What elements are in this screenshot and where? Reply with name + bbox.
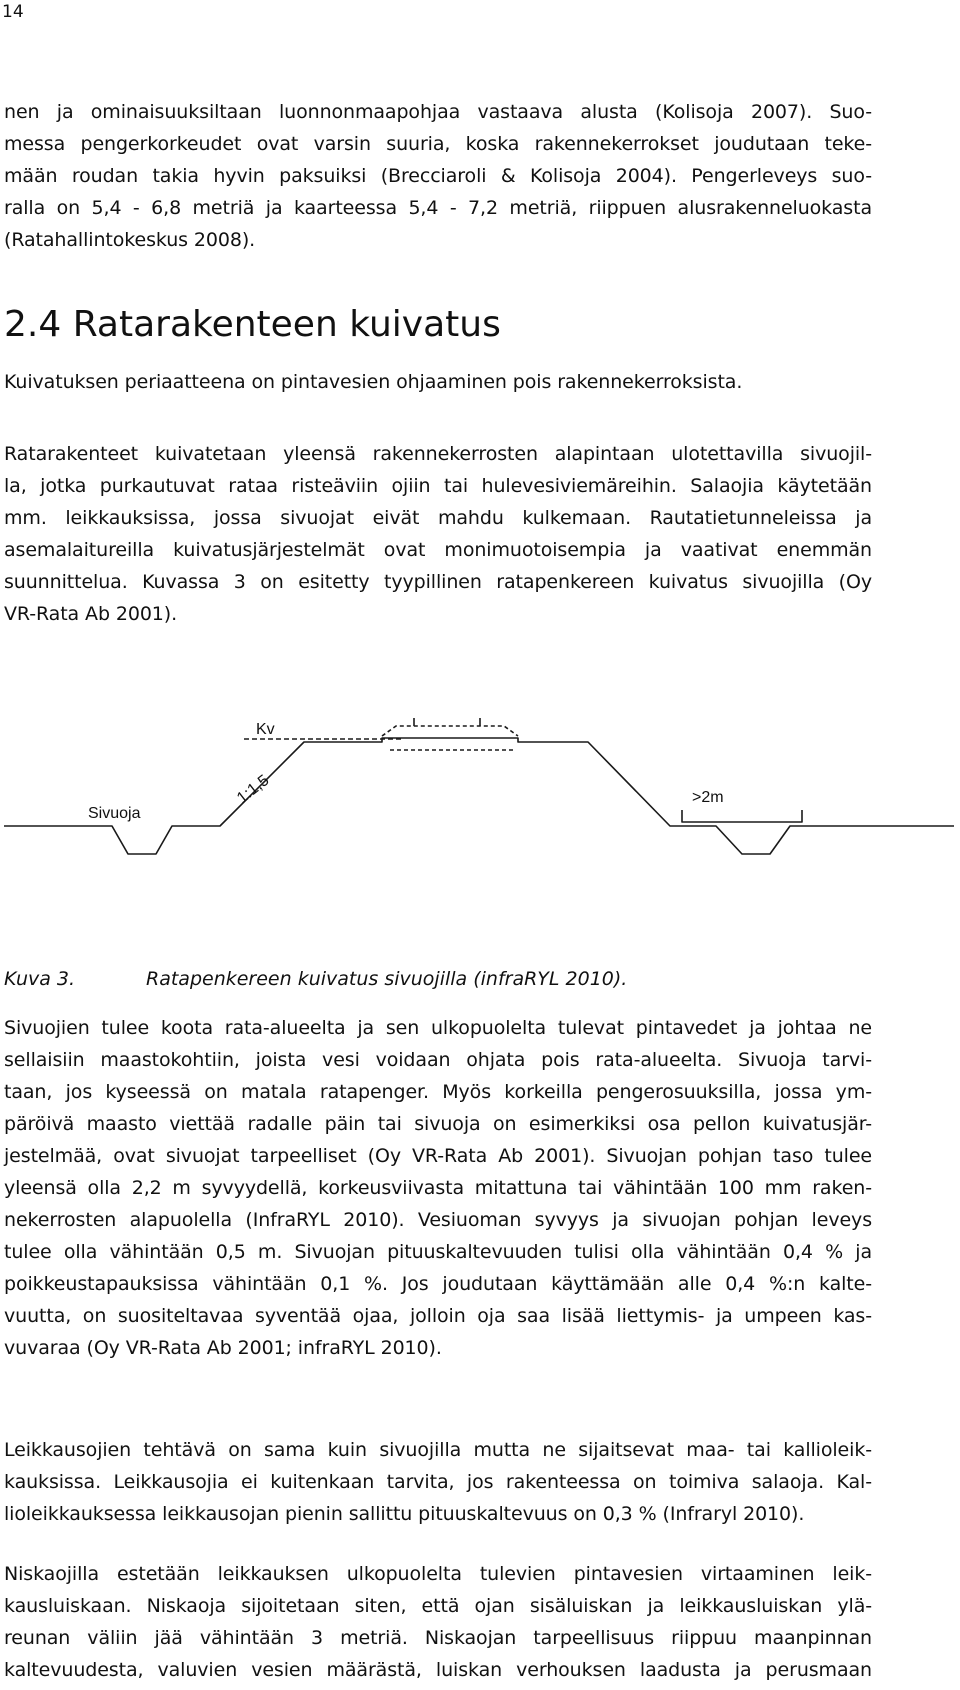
text-line: päröivä maasto viettää radalle päin tai sivuoja on esimerkiksi osa pellon kuivatusjär-: [4, 1113, 872, 1135]
text-line: taan, jos kyseessä on matala ratapenger. Myös korkeilla pengerosuuksilla, jossa ym-: [4, 1081, 872, 1103]
caption-label: Kuva 3.: [4, 968, 76, 990]
slope-label: 1:1,5: [233, 771, 273, 808]
ballast-outline: [382, 726, 518, 736]
text-line: reunan väliin jää vähintään 3 metriä. Niskaojan tarpeellisuus riippuu maanpinnan: [4, 1627, 872, 1649]
text-line: suunnittelua. Kuvassa 3 on esitetty tyypillinen ratapenkereen kuivatus sivuojilla (Oy: [4, 571, 872, 593]
caption-text: Ratapenkereen kuivatus sivuojilla (infraRYL 2010).: [146, 968, 628, 990]
text-line: Sivuojien tulee koota rata-alueelta ja sen ulkopuolelta tulevat pintavedet ja johtaa ne: [4, 1017, 872, 1039]
text-line: asemalaitureilla kuivatusjärjestelmät ovat monimuotoisempia ja vaativat enemmän: [4, 539, 872, 561]
ditch-label: Sivuoja: [88, 805, 141, 822]
text-line: mm. leikkauksissa, jossa sivuojat eivät mahdu kulkemaan. Rautatietunneleissa ja: [4, 507, 872, 529]
paragraph-drainage: [4, 438, 872, 630]
text-line: Leikkausojien tehtävä on sama kuin sivuojilla mutta ne sijaitsevat maa- tai kallioleik-: [4, 1439, 872, 1461]
text-line: poikkeustapauksissa vähintään 0,1 %. Jos joudutaan käyttämään alle 0,4 %:n kalte-: [4, 1273, 872, 1295]
text-line: Niskaojilla estetään leikkauksen ulkopuolelta tulevien pintavesien virtaaminen leik-: [4, 1563, 872, 1585]
text-line: kaltevuudesta, valuvien vesien määrästä, luiskan verhouksen laadusta ja perusmaan: [4, 1659, 872, 1681]
text-line: vuutta, on suositeltavaa syventää ojaa, jolloin oja saa lisää liettymis- ja umpeen kas-: [4, 1305, 872, 1327]
text-line: jestelmää, ovat sivuojat tarpeelliset (Oy VR-Rata Ab 2001). Sivuojan pohjan taso tulee: [4, 1145, 872, 1167]
text-line: Ratarakenteet kuivatetaan yleensä rakennekerrosten alapintaan ulotettavilla sivuojil-: [4, 443, 872, 465]
text-line: nekerrosten alapuolella (InfraRYL 2010). Vesiuoman syvyys ja sivuojan pohjan leveys: [4, 1209, 872, 1231]
text-line: messa pengerkorkeudet ovat varsin suuria, koska rakennekerrokset joudutaan teke-: [4, 133, 872, 155]
text-line: Kuivatuksen periaatteena on pintavesien ohjaaminen pois rakennekerroksista.: [4, 371, 743, 393]
text-line: (Ratahallintokeskus 2008).: [4, 229, 256, 251]
text-line: vuvaraa (Oy VR-Rata Ab 2001; infraRYL 2010).: [4, 1337, 442, 1359]
width-label: >2m: [692, 789, 724, 806]
text-line: kausluiskaan. Niskaoja sijoitetaan siten, että ojan sisäluiskan ja leikkausluiskan ylä-: [4, 1595, 872, 1617]
paragraph-crest-ditches: [4, 1558, 872, 1686]
lead-paragraph: [4, 366, 872, 398]
text-line: lioleikkauksessa leikkausojan pienin sallittu pituuskaltevuus on 0,3 % (Infraryl 2010).: [4, 1503, 805, 1525]
kv-label: Kv: [256, 721, 275, 738]
text-line: nen ja ominaisuuksiltaan luonnonmaapohjaa vastaava alusta (Kolisoja 2007). Suo-: [4, 101, 872, 123]
figure-caption: [4, 968, 627, 990]
text-line: VR-Rata Ab 2001).: [4, 603, 178, 625]
text-line: sellaisiin maastokohtiin, joista vesi voidaan ohjata pois rata-alueelta. Sivuoja tarvi-: [4, 1049, 872, 1071]
text-line: tulee olla vähintään 0,5 m. Sivuojan pituuskaltevuuden tulisi olla vähintään 0,4 % ja: [4, 1241, 872, 1263]
text-line: ralla on 5,4 - 6,8 metriä ja kaarteessa 5,4 - 7,2 metriä, riippuen alusrakenneluokasta: [4, 197, 872, 219]
page-number: 14: [2, 2, 24, 22]
section-heading: 2.4 Ratarakenteen kuivatus: [4, 304, 501, 345]
text-line: mään roudan takia hyvin paksuiksi (Brecciaroli & Kolisoja 2004). Pengerleveys suo-: [4, 165, 872, 187]
text-line: yleensä olla 2,2 m syvyydellä, korkeusviivasta mitattuna tai vähintään 100 mm raken-: [4, 1177, 872, 1199]
text-line: la, jotka purkautuvat rataa risteäviin ojiin tai hulevesiviemäreihin. Salaojia käytetään: [4, 475, 872, 497]
text-line: kauksissa. Leikkausojia ei kuitenkaan tarvita, jos rakenteessa on toimiva salaoja. Kal-: [4, 1471, 872, 1493]
ground-line: [4, 738, 954, 854]
figure-drawing: [4, 714, 954, 938]
width-dimension-marker: [682, 810, 802, 822]
intro-paragraph: [4, 96, 872, 256]
paragraph-side-ditches: [4, 1012, 872, 1364]
paragraph-cut-ditches: [4, 1434, 872, 1530]
